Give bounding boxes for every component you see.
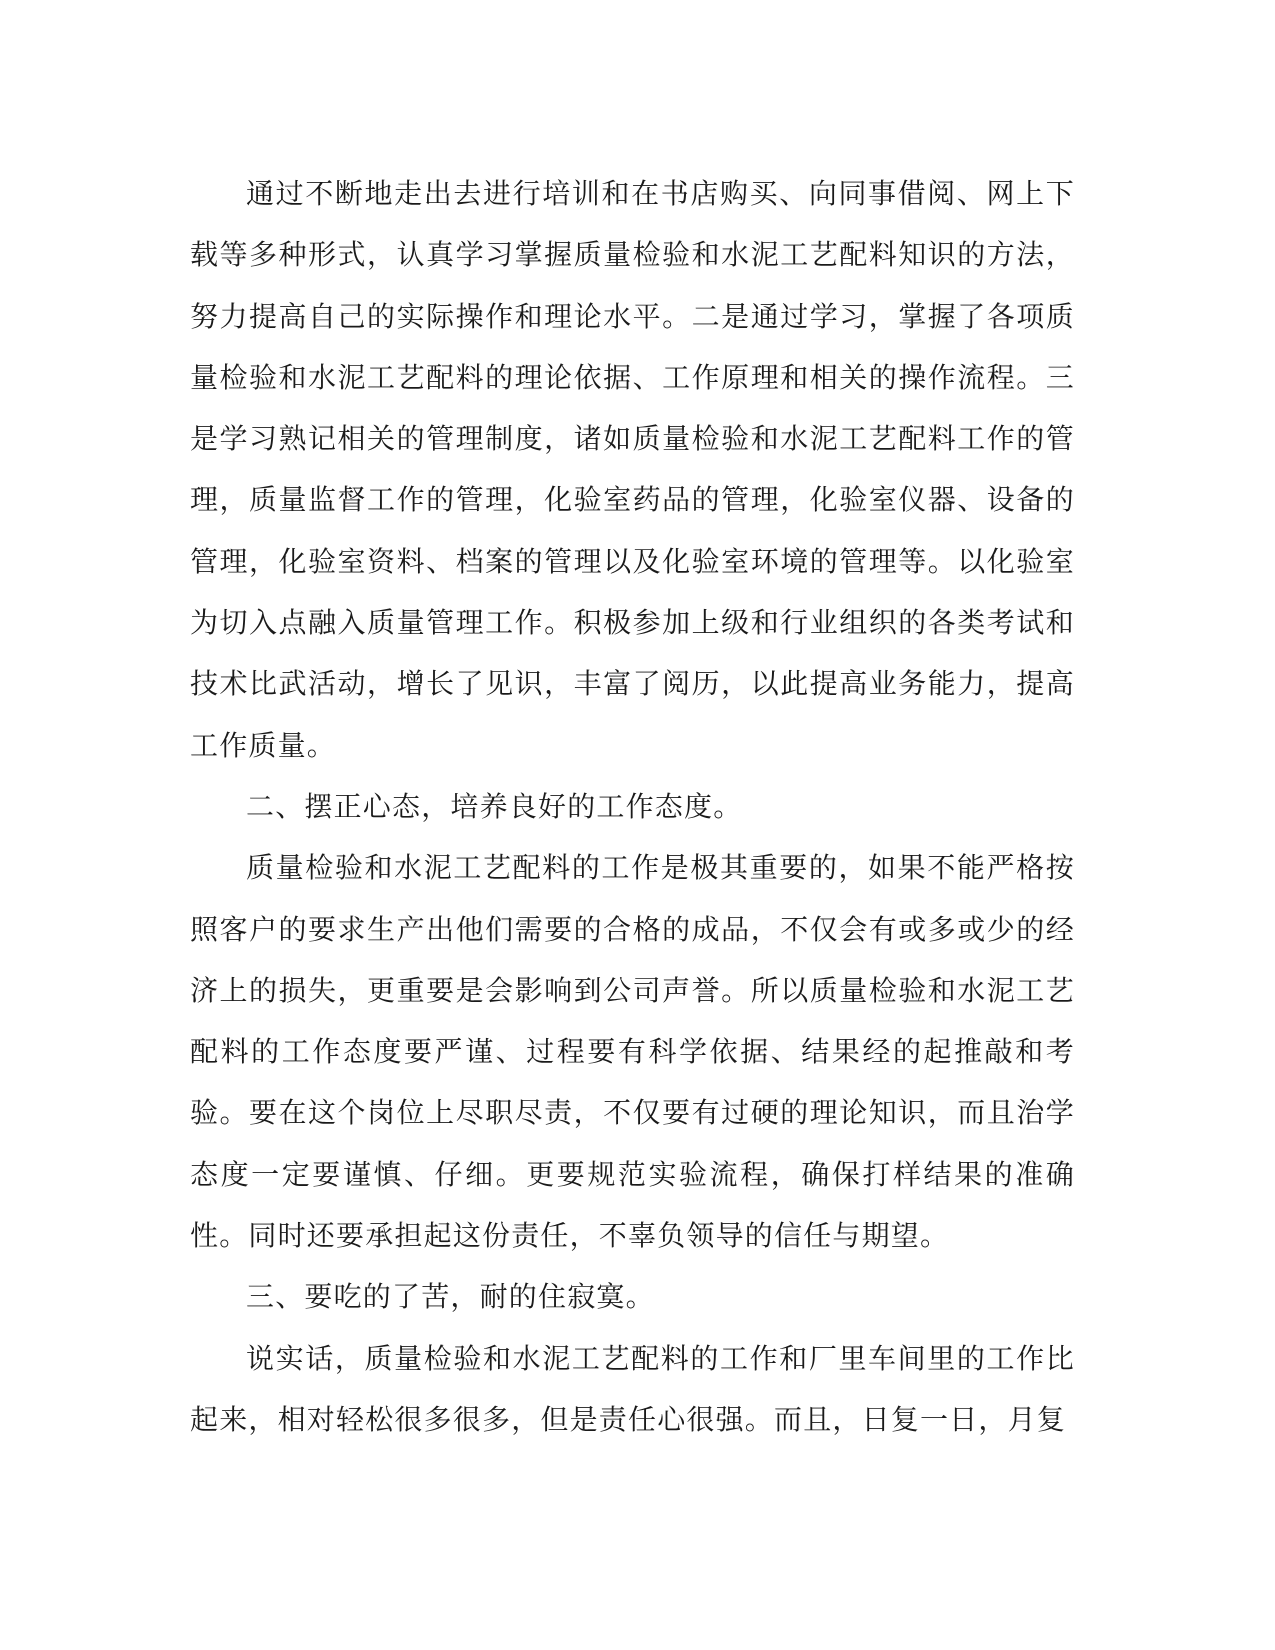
document-body: [190, 163, 1075, 1450]
section-heading-attitude: 二、摆正心态，培养良好的工作态度。: [246, 789, 743, 823]
section-heading-endurance: 三、要吃的了苦，耐的住寂寞。: [246, 1280, 655, 1314]
body-paragraph-responsibility: 说实话，质量检验和水泥工艺配料的工作和厂里车间里的工作比起来，相对轻松很多很多，但是责任心很强。而且，日复一日，月复: [190, 1341, 1075, 1436]
body-paragraph-study-methods: 通过不断地走出去进行培训和在书店购买、向同事借阅、网上下载等多种形式，认真学习掌握质量检验和水泥工艺配料知识的方法，努力提高自己的实际操作和理论水平。二是通过学习，掌握了各项质量检验和水泥工艺配料的理论依据、工作原理和相关的操作流程。三是学习熟记相关的管理制度，诸如质量检验和水泥工艺配料工作的管理，质量监督工作的管理，化验室药品的管理，化验室仪器、设备的管理，化验室资料、档案的管理以及化验室环境的管理等。以化验室为切入点融入质量管理工作。积极参加上级和行业组织的各类考试和技术比武活动，增长了见识，丰富了阅历，以此提高业务能力，提高工作质量。: [190, 177, 1075, 762]
body-paragraph-work-attitude: 质量检验和水泥工艺配料的工作是极其重要的，如果不能严格按照客户的要求生产出他们需要的合格的成品，不仅会有或多或少的经济上的损失，更重要是会影响到公司声誉。所以质量检验和水泥工艺配料的工作态度要严谨、过程要有科学依据、结果经的起推敲和考验。要在这个岗位上尽职尽责，不仅要有过硬的理论知识，而且治学态度一定要谨慎、仔细。更要规范实验流程，确保打样结果的准确性。同时还要承担起这份责任，不辜负领导的信任与期望。: [190, 851, 1075, 1253]
